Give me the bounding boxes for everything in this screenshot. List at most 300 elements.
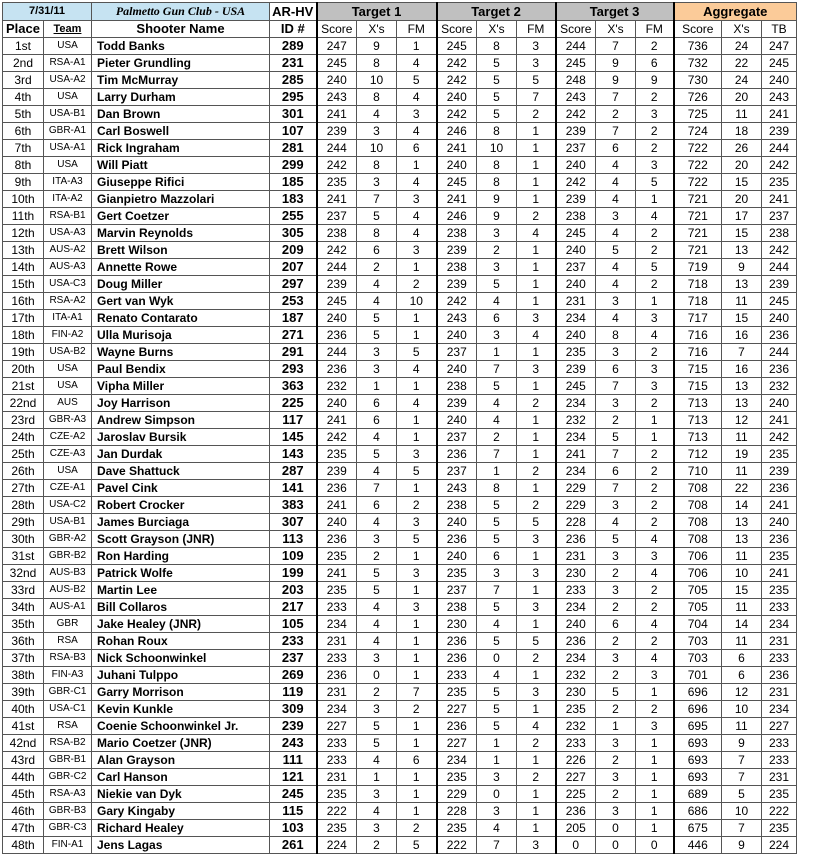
agg-score-cell: 708	[674, 531, 722, 548]
t1-fm-cell: 3	[397, 514, 437, 531]
t2-fm-cell: 2	[517, 463, 556, 480]
shooter-id-cell: 383	[270, 497, 317, 514]
place-cell: 25th	[3, 446, 44, 463]
t3-score-cell: 234	[556, 650, 596, 667]
t3-score-header: Score	[556, 21, 596, 38]
t1-fm-cell: 5	[397, 344, 437, 361]
t3-fm-cell: 1	[636, 752, 674, 769]
shooter-name-cell: Will Piatt	[92, 157, 270, 174]
t2-score-cell: 245	[437, 174, 477, 191]
place-cell: 46th	[3, 803, 44, 820]
t1-score-cell: 239	[317, 123, 357, 140]
team-cell: AUS-A2	[44, 242, 92, 259]
t2-fm-cell: 2	[517, 106, 556, 123]
t2-fm-cell: 2	[517, 650, 556, 667]
t3-xs-cell: 9	[596, 72, 636, 89]
t3-score-cell: 240	[556, 276, 596, 293]
t3-xs-cell: 9	[596, 55, 636, 72]
table-row	[3, 310, 797, 327]
t1-score-cell: 241	[317, 565, 357, 582]
t3-score-cell: 234	[556, 429, 596, 446]
agg-tb-cell: 244	[762, 259, 797, 276]
agg-xs-cell: 11	[722, 106, 762, 123]
t3-xs-cell: 5	[596, 684, 636, 701]
t2-xs-cell: 5	[477, 718, 517, 735]
place-cell: 40th	[3, 701, 44, 718]
t3-xs-cell: 4	[596, 276, 636, 293]
aggregate-header: Aggregate	[674, 3, 797, 21]
team-cell: USA-B1	[44, 514, 92, 531]
agg-score-cell: 708	[674, 480, 722, 497]
shooter-id-cell: 121	[270, 769, 317, 786]
t1-score-cell: 227	[317, 718, 357, 735]
t1-fm-cell: 1	[397, 157, 437, 174]
t2-score-cell: 241	[437, 191, 477, 208]
agg-score-cell: 706	[674, 565, 722, 582]
agg-score-cell: 716	[674, 327, 722, 344]
team-cell: USA	[44, 378, 92, 395]
shooter-name-cell: Bill Collaros	[92, 599, 270, 616]
t1-fm-cell: 1	[397, 650, 437, 667]
shooter-name-cell: Pieter Grundling	[92, 55, 270, 72]
table-row	[3, 225, 797, 242]
t1-fm-cell: 2	[397, 497, 437, 514]
t1-score-cell: 236	[317, 531, 357, 548]
shooter-id-cell: 255	[270, 208, 317, 225]
t2-xs-cell: 8	[477, 480, 517, 497]
t1-xs-cell: 4	[357, 633, 397, 650]
agg-xs-cell: 15	[722, 225, 762, 242]
t3-score-cell: 236	[556, 633, 596, 650]
agg-score-cell: 710	[674, 463, 722, 480]
agg-score-cell: 719	[674, 259, 722, 276]
t3-score-cell: 229	[556, 480, 596, 497]
t1-fm-cell: 1	[397, 718, 437, 735]
t2-fm-cell: 3	[517, 684, 556, 701]
team-cell: FIN-A2	[44, 327, 92, 344]
t3-score-cell: 227	[556, 769, 596, 786]
t1-fm-cell: 3	[397, 565, 437, 582]
place-cell: 16th	[3, 293, 44, 310]
shooter-name-cell: Jens Lagas	[92, 837, 270, 854]
agg-xs-cell: 12	[722, 684, 762, 701]
team-cell: GBR	[44, 616, 92, 633]
t3-score-cell: 248	[556, 72, 596, 89]
agg-xs-cell: 11	[722, 599, 762, 616]
t2-fm-cell: 7	[517, 89, 556, 106]
t3-fm-header: FM	[636, 21, 674, 38]
t1-fm-cell: 4	[397, 361, 437, 378]
t2-fm-cell: 4	[517, 327, 556, 344]
t2-fm-cell: 2	[517, 208, 556, 225]
t3-xs-cell: 2	[596, 701, 636, 718]
t1-xs-cell: 9	[357, 38, 397, 55]
agg-score-cell: 704	[674, 616, 722, 633]
t2-xs-cell: 5	[477, 531, 517, 548]
place-cell: 10th	[3, 191, 44, 208]
t1-fm-cell: 3	[397, 242, 437, 259]
t2-fm-cell: 1	[517, 191, 556, 208]
table-row	[3, 786, 797, 803]
t1-xs-cell: 5	[357, 582, 397, 599]
t3-fm-cell: 2	[636, 38, 674, 55]
agg-tb-cell: 231	[762, 684, 797, 701]
agg-xs-cell: 13	[722, 514, 762, 531]
table-row	[3, 123, 797, 140]
agg-xs-cell: 19	[722, 446, 762, 463]
t1-fm-cell: 4	[397, 174, 437, 191]
t1-xs-cell: 0	[357, 667, 397, 684]
t2-score-cell: 241	[437, 140, 477, 157]
place-cell: 7th	[3, 140, 44, 157]
place-cell: 4th	[3, 89, 44, 106]
agg-tb-cell: 227	[762, 718, 797, 735]
t1-xs-cell: 3	[357, 531, 397, 548]
agg-xs-cell: 20	[722, 157, 762, 174]
agg-score-cell: 696	[674, 701, 722, 718]
team-cell: USA-B2	[44, 344, 92, 361]
t3-xs-header: X's	[596, 21, 636, 38]
t2-score-cell: 240	[437, 412, 477, 429]
table-row	[3, 38, 797, 55]
t1-score-cell: 235	[317, 174, 357, 191]
club-title: Palmetto Gun Club - USA	[92, 3, 270, 21]
t3-score-cell: 240	[556, 616, 596, 633]
agg-xs-cell: 7	[722, 752, 762, 769]
t3-xs-cell: 0	[596, 837, 636, 854]
t1-xs-cell: 3	[357, 701, 397, 718]
t2-fm-cell: 2	[517, 735, 556, 752]
shooter-header: Shooter Name	[92, 21, 270, 38]
t1-fm-header: FM	[397, 21, 437, 38]
t2-fm-cell: 1	[517, 786, 556, 803]
place-cell: 17th	[3, 310, 44, 327]
agg-tb-cell: 242	[762, 429, 797, 446]
agg-xs-cell: 13	[722, 242, 762, 259]
t2-xs-cell: 0	[477, 786, 517, 803]
team-cell: USA	[44, 463, 92, 480]
table-row	[3, 344, 797, 361]
shooter-id-cell: 199	[270, 565, 317, 582]
table-row	[3, 548, 797, 565]
t1-fm-cell: 3	[397, 191, 437, 208]
t3-xs-cell: 4	[596, 310, 636, 327]
t1-fm-cell: 3	[397, 106, 437, 123]
shooter-name-cell: Vipha Miller	[92, 378, 270, 395]
shooter-name-cell: Nick Schoonwinkel	[92, 650, 270, 667]
agg-tb-cell: 242	[762, 157, 797, 174]
agg-score-cell: 701	[674, 667, 722, 684]
t3-score-cell: 240	[556, 242, 596, 259]
t3-fm-cell: 4	[636, 327, 674, 344]
t2-score-cell: 238	[437, 378, 477, 395]
t3-score-cell: 233	[556, 582, 596, 599]
agg-tb-cell: 240	[762, 395, 797, 412]
place-cell: 2nd	[3, 55, 44, 72]
t2-score-cell: 237	[437, 463, 477, 480]
t1-fm-cell: 4	[397, 395, 437, 412]
t2-score-cell: 240	[437, 361, 477, 378]
t2-xs-header: X's	[477, 21, 517, 38]
agg-score-cell: 708	[674, 497, 722, 514]
t3-score-cell: 241	[556, 446, 596, 463]
t3-score-cell: 245	[556, 55, 596, 72]
place-cell: 39th	[3, 684, 44, 701]
t2-xs-cell: 9	[477, 208, 517, 225]
t1-fm-cell: 1	[397, 259, 437, 276]
shooter-id-cell: 299	[270, 157, 317, 174]
t3-fm-cell: 1	[636, 786, 674, 803]
t3-score-cell: 231	[556, 293, 596, 310]
table-row	[3, 208, 797, 225]
t3-score-cell: 228	[556, 514, 596, 531]
t3-xs-cell: 7	[596, 38, 636, 55]
t1-score-cell: 245	[317, 293, 357, 310]
t2-fm-cell: 1	[517, 480, 556, 497]
t3-fm-cell: 4	[636, 565, 674, 582]
t2-fm-cell: 5	[517, 72, 556, 89]
agg-score-cell: 721	[674, 225, 722, 242]
agg-tb-cell: 236	[762, 667, 797, 684]
t2-fm-cell: 4	[517, 718, 556, 735]
target2-header: Target 2	[437, 3, 556, 21]
agg-score-cell: 693	[674, 769, 722, 786]
place-cell: 6th	[3, 123, 44, 140]
t2-fm-cell: 5	[517, 514, 556, 531]
agg-tb-cell: 236	[762, 480, 797, 497]
shooter-name-cell: Marvin Reynolds	[92, 225, 270, 242]
t1-xs-cell: 3	[357, 650, 397, 667]
t1-xs-cell: 3	[357, 786, 397, 803]
t1-xs-cell: 6	[357, 242, 397, 259]
shooter-name-cell: Scott Grayson (JNR)	[92, 531, 270, 548]
team-cell: CZE-A2	[44, 429, 92, 446]
t3-score-cell: 242	[556, 174, 596, 191]
t2-score-cell: 239	[437, 276, 477, 293]
team-cell: USA-C2	[44, 497, 92, 514]
t2-fm-cell: 4	[517, 225, 556, 242]
t1-xs-cell: 2	[357, 684, 397, 701]
t1-fm-cell: 5	[397, 72, 437, 89]
t3-xs-cell: 7	[596, 89, 636, 106]
team-cell: GBR-B3	[44, 803, 92, 820]
t2-xs-cell: 3	[477, 259, 517, 276]
shooter-name-cell: Martin Lee	[92, 582, 270, 599]
team-cell: USA	[44, 89, 92, 106]
table-row	[3, 735, 797, 752]
shooter-name-cell: Wayne Burns	[92, 344, 270, 361]
t3-xs-cell: 2	[596, 633, 636, 650]
results-table	[2, 2, 797, 854]
t3-fm-cell: 6	[636, 55, 674, 72]
t2-xs-cell: 5	[477, 72, 517, 89]
agg-tb-cell: 238	[762, 225, 797, 242]
agg-score-cell: 689	[674, 786, 722, 803]
t1-score-cell: 234	[317, 701, 357, 718]
agg-score-cell: 695	[674, 718, 722, 735]
place-cell: 5th	[3, 106, 44, 123]
table-row	[3, 837, 797, 854]
shooter-id-cell: 187	[270, 310, 317, 327]
shooter-id-cell: 183	[270, 191, 317, 208]
agg-tb-cell: 240	[762, 514, 797, 531]
table-row	[3, 599, 797, 616]
agg-tb-cell: 242	[762, 242, 797, 259]
table-row	[3, 718, 797, 735]
t2-fm-cell: 3	[517, 310, 556, 327]
t1-fm-cell: 1	[397, 480, 437, 497]
t2-xs-cell: 7	[477, 837, 517, 854]
table-row	[3, 276, 797, 293]
t2-score-cell: 236	[437, 633, 477, 650]
t1-score-cell: 234	[317, 616, 357, 633]
t2-xs-cell: 5	[477, 89, 517, 106]
t1-score-cell: 243	[317, 89, 357, 106]
table-row	[3, 395, 797, 412]
agg-score-cell: 708	[674, 514, 722, 531]
table-row	[3, 531, 797, 548]
t1-xs-cell: 4	[357, 293, 397, 310]
agg-score-cell: 736	[674, 38, 722, 55]
agg-tb-cell: 231	[762, 633, 797, 650]
shooter-id-cell: 285	[270, 72, 317, 89]
t1-score-cell: 242	[317, 157, 357, 174]
agg-xs-cell: 7	[722, 820, 762, 837]
division-label: AR-HV	[270, 3, 317, 21]
t2-xs-cell: 4	[477, 412, 517, 429]
place-cell: 27th	[3, 480, 44, 497]
agg-xs-cell: 11	[722, 293, 762, 310]
agg-score-cell: 703	[674, 650, 722, 667]
agg-tb-cell: 239	[762, 123, 797, 140]
agg-score-cell: 686	[674, 803, 722, 820]
t3-score-cell: 231	[556, 548, 596, 565]
team-cell: USA-C3	[44, 276, 92, 293]
agg-xs-cell: 22	[722, 480, 762, 497]
t1-xs-cell: 5	[357, 310, 397, 327]
t2-fm-cell: 3	[517, 38, 556, 55]
agg-xs-cell: 15	[722, 582, 762, 599]
team-cell: AUS	[44, 395, 92, 412]
agg-xs-cell: 20	[722, 191, 762, 208]
t1-xs-cell: 4	[357, 514, 397, 531]
t3-fm-cell: 4	[636, 531, 674, 548]
table-row	[3, 497, 797, 514]
t3-score-cell: 237	[556, 140, 596, 157]
t2-fm-cell: 1	[517, 548, 556, 565]
agg-score-cell: 693	[674, 752, 722, 769]
t2-score-cell: 228	[437, 803, 477, 820]
t2-xs-cell: 5	[477, 633, 517, 650]
t2-xs-cell: 7	[477, 446, 517, 463]
t1-xs-cell: 4	[357, 106, 397, 123]
shooter-name-cell: Gert Coetzer	[92, 208, 270, 225]
table-row	[3, 157, 797, 174]
table-row	[3, 684, 797, 701]
target3-header: Target 3	[556, 3, 674, 21]
t3-fm-cell: 2	[636, 633, 674, 650]
shooter-id-cell: 243	[270, 735, 317, 752]
t3-fm-cell: 1	[636, 769, 674, 786]
t3-score-cell: 232	[556, 412, 596, 429]
t1-score-header: Score	[317, 21, 357, 38]
t1-score-cell: 242	[317, 242, 357, 259]
agg-xs-cell: 26	[722, 140, 762, 157]
t3-xs-cell: 4	[596, 225, 636, 242]
t2-xs-cell: 10	[477, 140, 517, 157]
team-cell: RSA-A2	[44, 293, 92, 310]
t1-fm-cell: 1	[397, 310, 437, 327]
place-cell: 36th	[3, 633, 44, 650]
shooter-id-cell: 185	[270, 174, 317, 191]
t3-fm-cell: 2	[636, 446, 674, 463]
t2-xs-cell: 5	[477, 497, 517, 514]
place-cell: 1st	[3, 38, 44, 55]
t1-xs-cell: 2	[357, 548, 397, 565]
t3-fm-cell: 9	[636, 72, 674, 89]
t2-score-cell: 238	[437, 225, 477, 242]
t3-fm-cell: 3	[636, 718, 674, 735]
shooter-id-cell: 269	[270, 667, 317, 684]
t1-fm-cell: 4	[397, 123, 437, 140]
agg-tb-cell: 244	[762, 344, 797, 361]
t3-xs-cell: 4	[596, 514, 636, 531]
agg-score-cell: 703	[674, 633, 722, 650]
t3-xs-cell: 7	[596, 378, 636, 395]
shooter-id-cell: 253	[270, 293, 317, 310]
place-cell: 22nd	[3, 395, 44, 412]
team-cell: USA-C1	[44, 701, 92, 718]
table-row	[3, 55, 797, 72]
t2-xs-cell: 6	[477, 310, 517, 327]
t2-fm-cell: 1	[517, 820, 556, 837]
t1-xs-cell: 3	[357, 174, 397, 191]
agg-score-cell: 721	[674, 208, 722, 225]
place-cell: 32nd	[3, 565, 44, 582]
t1-fm-cell: 6	[397, 752, 437, 769]
agg-score-cell: 730	[674, 72, 722, 89]
shooter-name-cell: Coenie Schoonwinkel Jr.	[92, 718, 270, 735]
agg-xs-cell: 11	[722, 429, 762, 446]
agg-tb-cell: 240	[762, 72, 797, 89]
t3-fm-cell: 3	[636, 378, 674, 395]
agg-tb-cell: 236	[762, 361, 797, 378]
t3-xs-cell: 7	[596, 123, 636, 140]
team-cell: USA	[44, 157, 92, 174]
shooter-name-cell: Carl Hanson	[92, 769, 270, 786]
t1-xs-cell: 4	[357, 752, 397, 769]
agg-tb-cell: 244	[762, 140, 797, 157]
t2-score-cell: 242	[437, 72, 477, 89]
t2-score-cell: 235	[437, 820, 477, 837]
t3-xs-cell: 4	[596, 191, 636, 208]
t1-score-cell: 236	[317, 480, 357, 497]
t2-xs-cell: 3	[477, 225, 517, 242]
table-row	[3, 106, 797, 123]
t1-xs-cell: 2	[357, 837, 397, 854]
t3-xs-cell: 3	[596, 650, 636, 667]
t1-xs-cell: 10	[357, 140, 397, 157]
t1-fm-cell: 1	[397, 38, 437, 55]
t2-score-cell: 240	[437, 157, 477, 174]
t1-score-cell: 224	[317, 837, 357, 854]
agg-xs-cell: 9	[722, 259, 762, 276]
t3-fm-cell: 3	[636, 548, 674, 565]
t3-score-cell: 239	[556, 123, 596, 140]
team-cell: RSA-A1	[44, 55, 92, 72]
agg-tb-cell: 240	[762, 310, 797, 327]
shooter-id-cell: 111	[270, 752, 317, 769]
